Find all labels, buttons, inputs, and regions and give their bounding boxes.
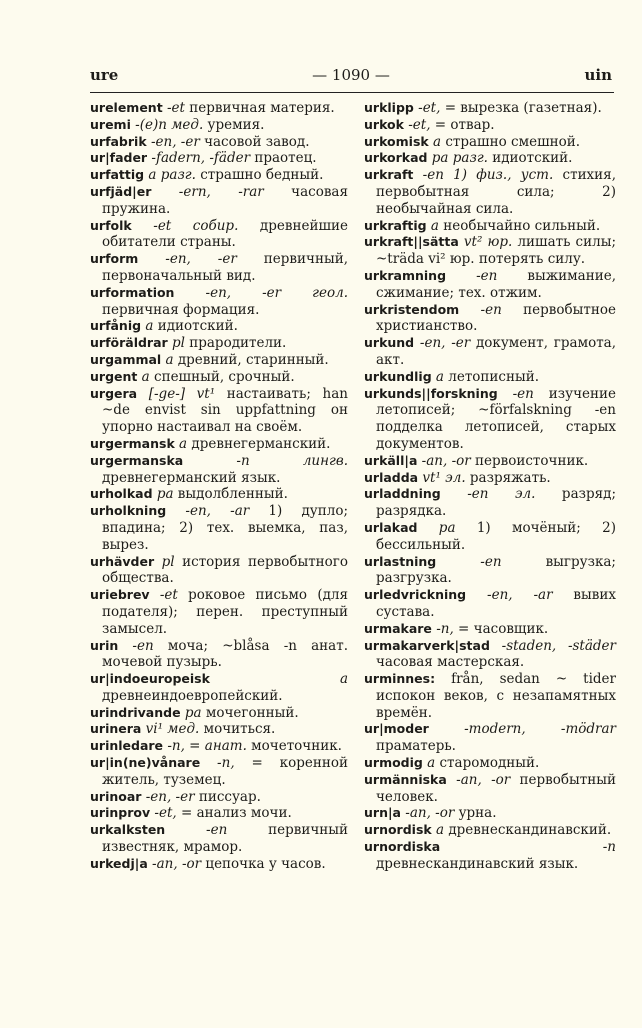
- dictionary-entry: [364, 302, 616, 336]
- entry-grammar: -et, =: [150, 805, 193, 822]
- entry-grammar: vt² юр.: [458, 234, 513, 251]
- entry-grammar: -en: [436, 553, 502, 570]
- entry-headword: urkorkad: [364, 150, 428, 166]
- entry-definition: коренной житель, туземец.: [102, 755, 348, 788]
- dictionary-entry: [90, 117, 348, 134]
- entry-headword: urkristendom: [364, 301, 460, 317]
- entry-definition: первичный, первоначальный вид.: [102, 251, 348, 284]
- entry-headword: urfånig: [90, 318, 142, 334]
- entry-grammar: -ern, -rar: [151, 183, 264, 200]
- entry-definition: первичная формация.: [102, 301, 260, 318]
- entry-grammar: pa: [417, 519, 456, 536]
- dictionary-entry: [90, 100, 348, 117]
- dictionary-entry: [364, 671, 616, 721]
- entry-definition: выгрузка; разгрузка.: [376, 553, 616, 587]
- entry-headword: urinprov: [90, 805, 151, 821]
- entry-definition: первичный известняк, мрамор.: [102, 822, 348, 856]
- entry-headword: urfabrik: [90, 133, 147, 149]
- right-column: [364, 100, 616, 873]
- entry-definition: моча; ~blåsa -n анат. мочевой пузырь.: [102, 637, 348, 671]
- entry-headword: urnordisk: [364, 822, 432, 838]
- entry-definition: история первобытного общества.: [102, 553, 348, 587]
- entry-definition: выдолбленный.: [173, 486, 288, 503]
- dictionary-entry: [90, 167, 348, 184]
- dictionary-entry: [90, 822, 348, 856]
- entry-grammar: -n, =: [200, 755, 263, 772]
- entry-definition: праотец.: [250, 150, 317, 167]
- entry-headword: urnordiska: [364, 839, 441, 855]
- entry-definition: 1) дупло; впадина; 2) тех. выемка, паз, вырез.: [102, 503, 348, 553]
- dictionary-entry: [364, 268, 616, 302]
- entry-headword: ur|in(ne)vånare: [90, 755, 201, 771]
- entry-grammar: -en, -er геол.: [174, 284, 348, 301]
- dictionary-entry: [364, 453, 616, 470]
- entry-headword: urladdning: [364, 486, 441, 502]
- dictionary-entry: [364, 520, 616, 554]
- entry-grammar: [-ge-] vt¹: [137, 385, 216, 402]
- entry-grammar: -en, -er: [146, 133, 200, 150]
- dictionary-entry: [90, 486, 348, 503]
- dictionary-entry: [90, 587, 348, 637]
- dictionary-entry: [364, 369, 616, 386]
- entry-definition: изучение летописей; ~förfalskning -en подделка летописей, старых документов.: [376, 385, 616, 452]
- entry-definition: роковое письмо (для подателя); перен. преступный замысел.: [102, 587, 348, 637]
- dictionary-entry: [90, 805, 348, 822]
- entry-grammar: -an, -or: [417, 452, 471, 469]
- dictionary-entry: [90, 335, 348, 352]
- entry-definition: настаивать; han ~de envist sin uppfattning он упорно настаивал на своём.: [102, 385, 348, 436]
- entry-headword: urmakarverk|stad: [364, 637, 490, 653]
- entry-headword: urkunds||forskning: [364, 385, 498, 401]
- dictionary-entry: [90, 318, 348, 335]
- dictionary-entry: [364, 839, 616, 873]
- entry-headword: ur|fader: [90, 150, 148, 166]
- entry-definition: стихия, первобытная сила; 2) необычайная сила.: [376, 167, 616, 217]
- entry-headword: urkedj|a: [90, 855, 148, 871]
- dictionary-entry: [90, 755, 348, 789]
- entry-grammar: -et: [162, 100, 185, 116]
- entry-grammar: -et собир.: [131, 217, 239, 234]
- entry-headword: urgent: [90, 368, 138, 384]
- entry-definition: выжимание, сжимание; тех. отжим.: [376, 267, 616, 301]
- entry-headword: urkund: [364, 335, 415, 351]
- dictionary-entry: [90, 352, 348, 369]
- entry-headword: urkraft: [364, 167, 414, 183]
- dictionary-entry: [90, 554, 348, 588]
- dictionary-entry: [90, 251, 348, 285]
- entry-grammar: pl: [154, 553, 175, 570]
- entry-headword: urn|a: [364, 805, 401, 821]
- entry-grammar: pl: [167, 335, 185, 352]
- entry-definition: первичная материя.: [184, 100, 335, 116]
- entry-definition: мочегонный.: [201, 704, 299, 721]
- entry-headword: urklipp: [364, 100, 414, 115]
- dictionary-entry: [364, 117, 616, 134]
- entry-headword: urmakare: [364, 620, 432, 636]
- entry-headword: urmänniskа: [364, 771, 447, 787]
- dictionary-entry: [90, 705, 348, 722]
- dictionary-entry: [364, 234, 616, 268]
- entry-grammar: -et, =: [413, 100, 457, 116]
- dictionary-entry: [364, 772, 616, 806]
- entry-grammar: -(e)n мед.: [130, 116, 204, 133]
- dictionary-entry: [90, 789, 348, 806]
- entry-headword: urkok: [364, 116, 404, 132]
- entry-definition: спешный, срочный.: [149, 368, 295, 385]
- entry-headword: urgammal: [90, 351, 162, 367]
- header-right-guideword: uin: [584, 66, 612, 84]
- entry-grammar: pa разг.: [427, 150, 488, 167]
- entry-headword: urelement: [90, 100, 163, 115]
- entry-definition: лишать силы; ~träda vi² юр. потерять силу.: [376, 234, 616, 268]
- entry-definition: прародители.: [184, 335, 287, 352]
- entry-definition: страшно бедный.: [195, 167, 324, 184]
- entry-definition: разряжать.: [465, 469, 551, 486]
- entry-headword: urkramning: [364, 267, 447, 283]
- entry-grammar: a разг.: [144, 167, 196, 184]
- entry-definition: страшно смешной.: [441, 133, 581, 150]
- dictionary-entry: [90, 285, 348, 319]
- dictionary-entry: [364, 134, 616, 151]
- dictionary-entry: [364, 805, 616, 822]
- entry-definition: 1) мочёный; 2) бессильный.: [376, 519, 616, 553]
- dictionary-entry: [364, 486, 616, 520]
- dictionary-entry: [364, 587, 616, 621]
- entry-grammar: -en: [446, 267, 498, 284]
- entry-definition: отвар.: [446, 116, 495, 133]
- entry-grammar: -n лингв.: [183, 452, 348, 469]
- header-left-guideword: ure: [90, 66, 119, 84]
- entry-headword: urhävder: [90, 553, 155, 569]
- entry-definition: древнеиндоевропейский.: [102, 687, 283, 704]
- entry-grammar: a: [422, 755, 436, 772]
- entry-grammar: a: [431, 822, 445, 839]
- entry-definition: мочиться.: [199, 721, 276, 738]
- entry-grammar: vi¹ мед.: [141, 721, 200, 738]
- entry-grammar: -en, -er: [414, 335, 471, 352]
- dictionary-entry: [364, 100, 616, 117]
- entry-definition: часовой завод.: [199, 133, 310, 150]
- entry-headword: urminnes:: [364, 671, 436, 687]
- entry-headword: urgermanska: [90, 452, 184, 468]
- entry-headword: urindrivande: [90, 704, 181, 720]
- entry-grammar: -en, -ar: [166, 503, 250, 520]
- entry-headword: ur|indoeuropeisk: [90, 671, 210, 687]
- entry-headword: urholkad: [90, 486, 153, 502]
- entry-definition: первоисточник.: [470, 452, 589, 469]
- entry-definition: летописный.: [443, 368, 540, 385]
- entry-grammar: a: [209, 671, 348, 688]
- dictionary-entry: [364, 554, 616, 588]
- entry-definition: праматерь.: [376, 738, 456, 755]
- entry-definition: вывих сустава.: [376, 587, 616, 620]
- dictionary-entry: [364, 621, 616, 638]
- dictionary-entry: [364, 167, 616, 217]
- entry-headword: urgera: [90, 385, 138, 401]
- entry-definition: часовая пружина.: [102, 183, 348, 217]
- dictionary-entry: [90, 184, 348, 218]
- entry-definition: från, sedan ~ tider испокон веков, с незапамятных времён.: [376, 671, 616, 721]
- entry-headword: urkundlig: [364, 368, 432, 384]
- entry-definition: первобытный человек.: [376, 771, 616, 805]
- entry-definition: урна.: [454, 805, 497, 822]
- entry-grammar: a: [161, 351, 174, 368]
- entry-grammar: -en, -ar: [466, 587, 553, 604]
- entry-definition: писсуар.: [194, 788, 261, 805]
- entry-definition: часовая мастерская.: [376, 654, 525, 671]
- entry-grammar: -en эл.: [440, 486, 536, 503]
- dictionary-entry: [90, 453, 348, 487]
- entry-definition: старомодный.: [435, 755, 540, 772]
- entry-grammar: a: [431, 368, 444, 385]
- entry-grammar: pa: [180, 704, 202, 721]
- entry-headword: urlakad: [364, 519, 418, 535]
- entry-headword: urgermansk: [90, 435, 175, 451]
- entry-headword: urladda: [364, 469, 419, 485]
- entry-definition: древнейшие обитатели страны.: [102, 217, 348, 251]
- entry-headword: urin: [90, 637, 119, 653]
- entry-headword: urlastning: [364, 553, 437, 569]
- entry-headword: urfattig: [90, 167, 145, 183]
- entry-grammar: -en: [118, 637, 154, 654]
- entry-definition: часовщик.: [469, 620, 549, 637]
- dictionary-entry: [364, 150, 616, 167]
- entry-definition: древний, старинный.: [173, 351, 329, 368]
- entry-grammar: -n: [440, 839, 616, 856]
- entry-headword: ur|moder: [364, 721, 429, 737]
- entry-definition: древнескандинавский язык.: [376, 855, 579, 872]
- entry-grammar: -et, =: [403, 116, 447, 133]
- dictionary-entry: [90, 150, 348, 167]
- entry-grammar: -en 1) физ., уст.: [413, 167, 554, 184]
- entry-grammar: -an, -or: [147, 855, 202, 872]
- dictionary-entry: [364, 218, 616, 235]
- dictionary-entry: [364, 822, 616, 839]
- entry-headword: urföräldrar: [90, 335, 168, 351]
- dictionary-entry: [364, 386, 616, 453]
- entry-grammar: -fadern, -fäder: [147, 150, 251, 167]
- dictionary-entry: [90, 856, 348, 873]
- entry-definition: древнескандинавский.: [444, 822, 612, 839]
- entry-grammar: -n, =: [431, 620, 470, 637]
- entry-headword: urkraft||sätta: [364, 234, 459, 250]
- entry-definition: мочеточник.: [246, 738, 342, 755]
- entry-headword: urfjäd|er: [90, 183, 152, 199]
- dictionary-entry: [90, 134, 348, 151]
- entry-definition: вырезка (газетная).: [456, 100, 602, 116]
- entry-grammar: -en: [497, 385, 534, 402]
- dictionary-entry: [90, 218, 348, 252]
- dictionary-entry: [364, 335, 616, 369]
- entry-headword: urformation: [90, 284, 175, 300]
- entry-headword: urledvrickning: [364, 587, 467, 603]
- entry-definition: древнегерманский язык.: [102, 469, 281, 486]
- dictionary-entry: [90, 671, 348, 705]
- entry-headword: uriebrev: [90, 587, 150, 603]
- dictionary-entry: [90, 738, 348, 755]
- dictionary-entry: [90, 503, 348, 553]
- entry-headword: urkalksten: [90, 822, 166, 838]
- entry-headword: urholkning: [90, 503, 167, 519]
- entry-definition: идиотский.: [153, 318, 238, 335]
- entry-grammar: -staden, -städer: [489, 637, 616, 654]
- page-header: [90, 66, 612, 90]
- entry-headword: urkraftig: [364, 217, 427, 233]
- entry-grammar: -en, -er: [138, 251, 237, 268]
- entry-headword: urkäll|a: [364, 452, 418, 468]
- entry-headword: urinledare: [90, 738, 164, 754]
- entry-definition: цепочка у часов.: [201, 855, 326, 872]
- entry-headword: uremi: [90, 116, 131, 132]
- dictionary-entry: [90, 369, 348, 386]
- entry-headword: urfolk: [90, 217, 132, 233]
- entry-grammar: -en: [165, 822, 228, 839]
- dictionary-entry: [364, 755, 616, 772]
- entry-grammar: -en, -er: [141, 788, 195, 805]
- entry-definition: первобытное христианство.: [376, 301, 616, 335]
- entry-definition: древнегерманский.: [187, 435, 331, 452]
- dictionary-entry: [364, 721, 616, 755]
- entry-grammar: -an, -or: [400, 805, 455, 822]
- dictionary-entry: [364, 470, 616, 487]
- entry-grammar: a: [426, 217, 439, 234]
- dictionary-entry: [90, 721, 348, 738]
- header-rule: [90, 92, 614, 93]
- dictionary-entry: [364, 638, 616, 672]
- left-column: [90, 100, 348, 873]
- entry-definition: идиотский.: [487, 150, 573, 167]
- entry-grammar: a: [428, 133, 442, 150]
- entry-grammar: a: [141, 318, 154, 335]
- dictionary-entry: [90, 638, 348, 672]
- dictionary-entry: [90, 386, 348, 436]
- entry-grammar: a: [137, 368, 150, 385]
- entry-headword: urinera: [90, 721, 142, 737]
- entry-definition: уремия.: [203, 116, 265, 133]
- entry-grammar: pa: [152, 486, 174, 503]
- entry-grammar: -n, = анат.: [163, 738, 247, 755]
- entry-definition: разряд; разрядка.: [376, 486, 616, 520]
- entry-definition: документ, грамота, акт.: [376, 335, 616, 368]
- entry-grammar: -modern, -mödrar: [428, 721, 616, 738]
- entry-grammar: a: [174, 435, 188, 452]
- page-number: — 1090 —: [312, 66, 390, 84]
- entry-headword: urform: [90, 251, 139, 267]
- entry-grammar: vt¹ эл.: [418, 469, 466, 486]
- entry-grammar: -et: [149, 587, 178, 604]
- entry-definition: анализ мочи.: [192, 805, 292, 822]
- entry-headword: urinoar: [90, 788, 142, 804]
- entry-headword: urmodig: [364, 755, 423, 771]
- entry-grammar: -en: [459, 301, 502, 318]
- entry-definition: необычайно сильный.: [438, 217, 601, 234]
- dictionary-entry: [90, 436, 348, 453]
- entry-grammar: -an, -or: [446, 771, 511, 788]
- entry-headword: urkomisk: [364, 133, 429, 149]
